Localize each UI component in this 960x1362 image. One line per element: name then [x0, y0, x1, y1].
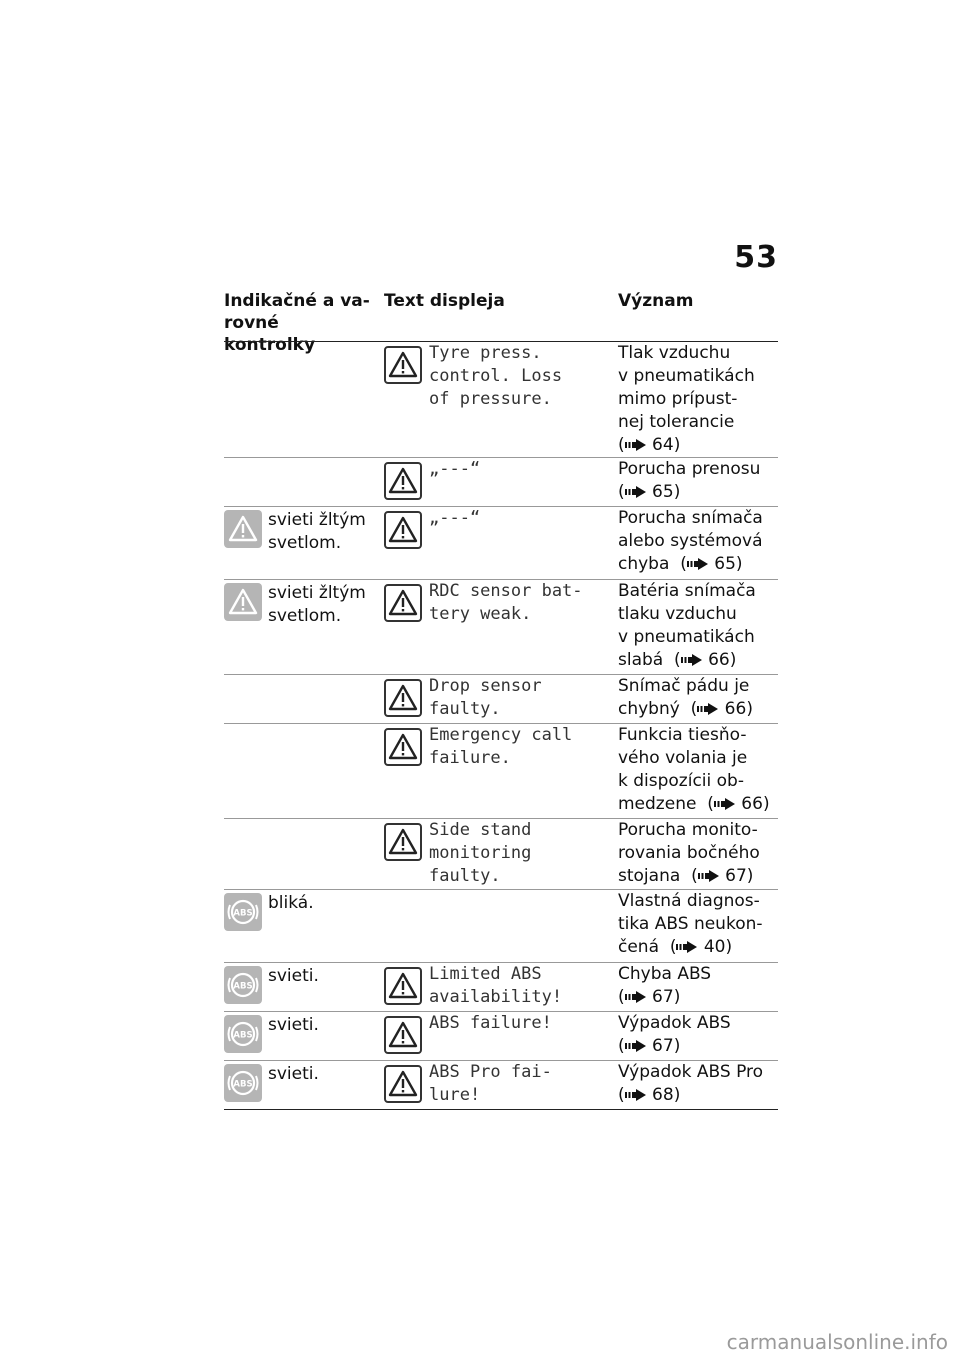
warning-triangle-icon: [384, 584, 422, 622]
page-reference[interactable]: [707, 794, 769, 814]
ref-open-paren: (: [618, 1036, 625, 1056]
indicator-text: svieti.: [268, 1064, 319, 1084]
page-reference[interactable]: [680, 554, 742, 574]
ref-close-paren: ): [673, 435, 681, 455]
table-row: [224, 1012, 778, 1061]
ref-open-paren: (: [618, 1085, 625, 1105]
page-reference-number: 65: [714, 554, 736, 574]
page-reference-number: 66: [741, 794, 763, 814]
abs-icon: [224, 1015, 262, 1053]
page-reference-number: 67: [725, 866, 747, 886]
svg-text:ABS: ABS: [233, 981, 253, 992]
warning-triangle-icon: [384, 823, 422, 861]
meaning-text: Porucha snímača alebo systémová chyba: [618, 508, 763, 574]
warning-triangle-icon: [384, 1065, 422, 1103]
page-reference[interactable]: [618, 1085, 680, 1105]
table-row: [224, 342, 778, 458]
meaning-cell: [618, 1012, 778, 1058]
table-row: [224, 963, 778, 1012]
indicator-table: [224, 341, 778, 1110]
page-reference[interactable]: [618, 435, 680, 455]
meaning-cell: [618, 458, 778, 504]
warning-triangle-icon: [384, 511, 422, 549]
page-reference-arrow-icon: [625, 1085, 647, 1105]
watermark: carmanualsonline.info: [726, 1330, 948, 1354]
table-row: [224, 507, 778, 580]
page-reference[interactable]: [618, 1036, 680, 1056]
meaning-text: Výpadok ABS Pro: [618, 1062, 764, 1082]
ref-open-paren: (: [690, 699, 698, 719]
table-row: [224, 1061, 778, 1110]
ref-open-paren: (: [691, 866, 698, 886]
indicator-text: svieti.: [268, 1015, 319, 1035]
page-reference[interactable]: [618, 482, 680, 502]
page-reference-arrow-icon: [625, 1036, 647, 1056]
warning-triangle-icon: [384, 346, 422, 384]
meaning-cell: [618, 342, 778, 457]
table-row: [224, 890, 778, 963]
ref-close-paren: ): [725, 937, 733, 957]
page-reference-number: 67: [652, 1036, 674, 1056]
header-display-text: Text displeja: [384, 291, 505, 311]
abs-icon: [224, 966, 262, 1004]
meaning-cell: [618, 1061, 778, 1107]
indicator-text: svieti žltým svetlom.: [268, 583, 366, 626]
page-reference-number: 66: [724, 699, 747, 719]
indicator-text: bliká.: [268, 893, 314, 913]
display-text: ABS failure!: [429, 1013, 552, 1033]
ref-close-paren: ): [673, 1036, 681, 1056]
display-text: RDC sensor bat- tery weak.: [429, 581, 583, 624]
meaning-cell: [618, 963, 778, 1009]
svg-text:ABS: ABS: [233, 908, 253, 919]
meaning-text: Porucha prenosu: [618, 459, 761, 479]
meaning-text: Funkcia tiesňo- vého volania je k dispozícii ob- medzene: [618, 725, 748, 814]
warning-triangle-icon: [384, 679, 422, 717]
meaning-text: Porucha monito- rovania bočného stojana: [618, 820, 760, 886]
page-reference[interactable]: [618, 987, 680, 1007]
meaning-cell: [618, 819, 778, 888]
indicator-text: svieti.: [268, 966, 319, 986]
page-reference-number: 67: [652, 987, 674, 1007]
table-row: [224, 724, 778, 819]
ref-open-paren: (: [618, 435, 625, 455]
warning-triangle-icon: [224, 510, 262, 548]
ref-close-paren: ): [746, 866, 754, 886]
ref-close-paren: ): [673, 482, 681, 502]
ref-close-paren: ): [735, 554, 743, 574]
indicator-text: svieti žltým svetlom.: [268, 510, 366, 553]
display-text: Limited ABS availability!: [429, 964, 563, 1007]
abs-icon: [224, 893, 262, 931]
abs-icon: [224, 1064, 262, 1102]
ref-close-paren: ): [762, 794, 770, 814]
page-reference-arrow-icon: [681, 650, 703, 670]
table-row: [224, 819, 778, 890]
page-number: 53: [734, 240, 778, 275]
ref-close-paren: ): [746, 699, 753, 719]
page-reference[interactable]: [670, 937, 732, 957]
page-reference-number: 65: [652, 482, 674, 502]
page-reference-number: 66: [708, 650, 730, 670]
page-reference-arrow-icon: [625, 482, 647, 502]
display-text: ABS Pro fai- lure!: [429, 1062, 552, 1105]
meaning-cell: [618, 675, 778, 721]
page-reference-number: 40: [703, 937, 726, 957]
page-reference-arrow-icon: [625, 987, 647, 1007]
page-reference[interactable]: [674, 650, 736, 670]
table-header: [224, 290, 778, 355]
ref-open-paren: (: [618, 987, 625, 1007]
table-row: [224, 675, 778, 724]
display-text: Side stand monitoring faulty.: [429, 820, 532, 886]
meaning-cell: [618, 724, 778, 816]
meaning-cell: [618, 580, 778, 672]
warning-triangle-icon: [224, 583, 262, 621]
page-reference-number: 68: [652, 1085, 674, 1105]
meaning-text: Výpadok ABS: [618, 1013, 731, 1033]
ref-open-paren: (: [669, 937, 677, 957]
meaning-text: Batéria snímača tlaku vzduchu v pneumatikách slabá: [618, 581, 756, 670]
header-meaning: Význam: [618, 291, 694, 311]
page-reference-arrow-icon: [625, 435, 647, 455]
svg-text:ABS: ABS: [233, 1079, 253, 1090]
table-row: [224, 458, 778, 507]
warning-triangle-icon: [384, 967, 422, 1005]
warning-triangle-icon: [384, 462, 422, 500]
ref-close-paren: ): [673, 1085, 681, 1105]
ref-open-paren: (: [707, 794, 714, 814]
page-reference-number: 64: [652, 435, 674, 455]
warning-triangle-icon: [384, 1016, 422, 1054]
page-reference-arrow-icon: [687, 554, 709, 574]
display-text: „---“: [429, 459, 481, 479]
page-reference-arrow-icon: [714, 794, 736, 814]
header-indicators: Indikačné a va- rovné kontrolky: [224, 291, 370, 355]
svg-text:ABS: ABS: [233, 1030, 253, 1041]
ref-close-paren: ): [729, 650, 737, 670]
page-reference[interactable]: [691, 866, 753, 886]
ref-open-paren: (: [618, 482, 625, 502]
page-reference-arrow-icon: [676, 937, 698, 957]
display-text: Drop sensor faulty.: [429, 676, 542, 719]
meaning-text: Chyba ABS: [618, 964, 712, 984]
meaning-text: Snímač pádu je chybný: [618, 676, 750, 719]
page-reference-arrow-icon: [698, 866, 720, 886]
display-text: „---“: [429, 508, 481, 528]
page-reference[interactable]: [691, 699, 753, 719]
meaning-cell: [618, 890, 778, 959]
ref-open-paren: (: [680, 554, 687, 574]
table-row: [224, 580, 778, 675]
page-reference-arrow-icon: [697, 699, 719, 719]
display-text: Emergency call failure.: [429, 725, 573, 768]
meaning-cell: [618, 507, 778, 576]
ref-open-paren: (: [674, 650, 681, 670]
ref-close-paren: ): [673, 987, 681, 1007]
meaning-text: Vlastná diagnos- tika ABS neukon- čená: [618, 891, 763, 957]
warning-triangle-icon: [384, 728, 422, 766]
meaning-text: Tlak vzduchu v pneumatikách mimo prípust- nej tolerancie: [618, 343, 755, 432]
display-text: Tyre press. control. Loss of pressure.: [429, 343, 563, 409]
